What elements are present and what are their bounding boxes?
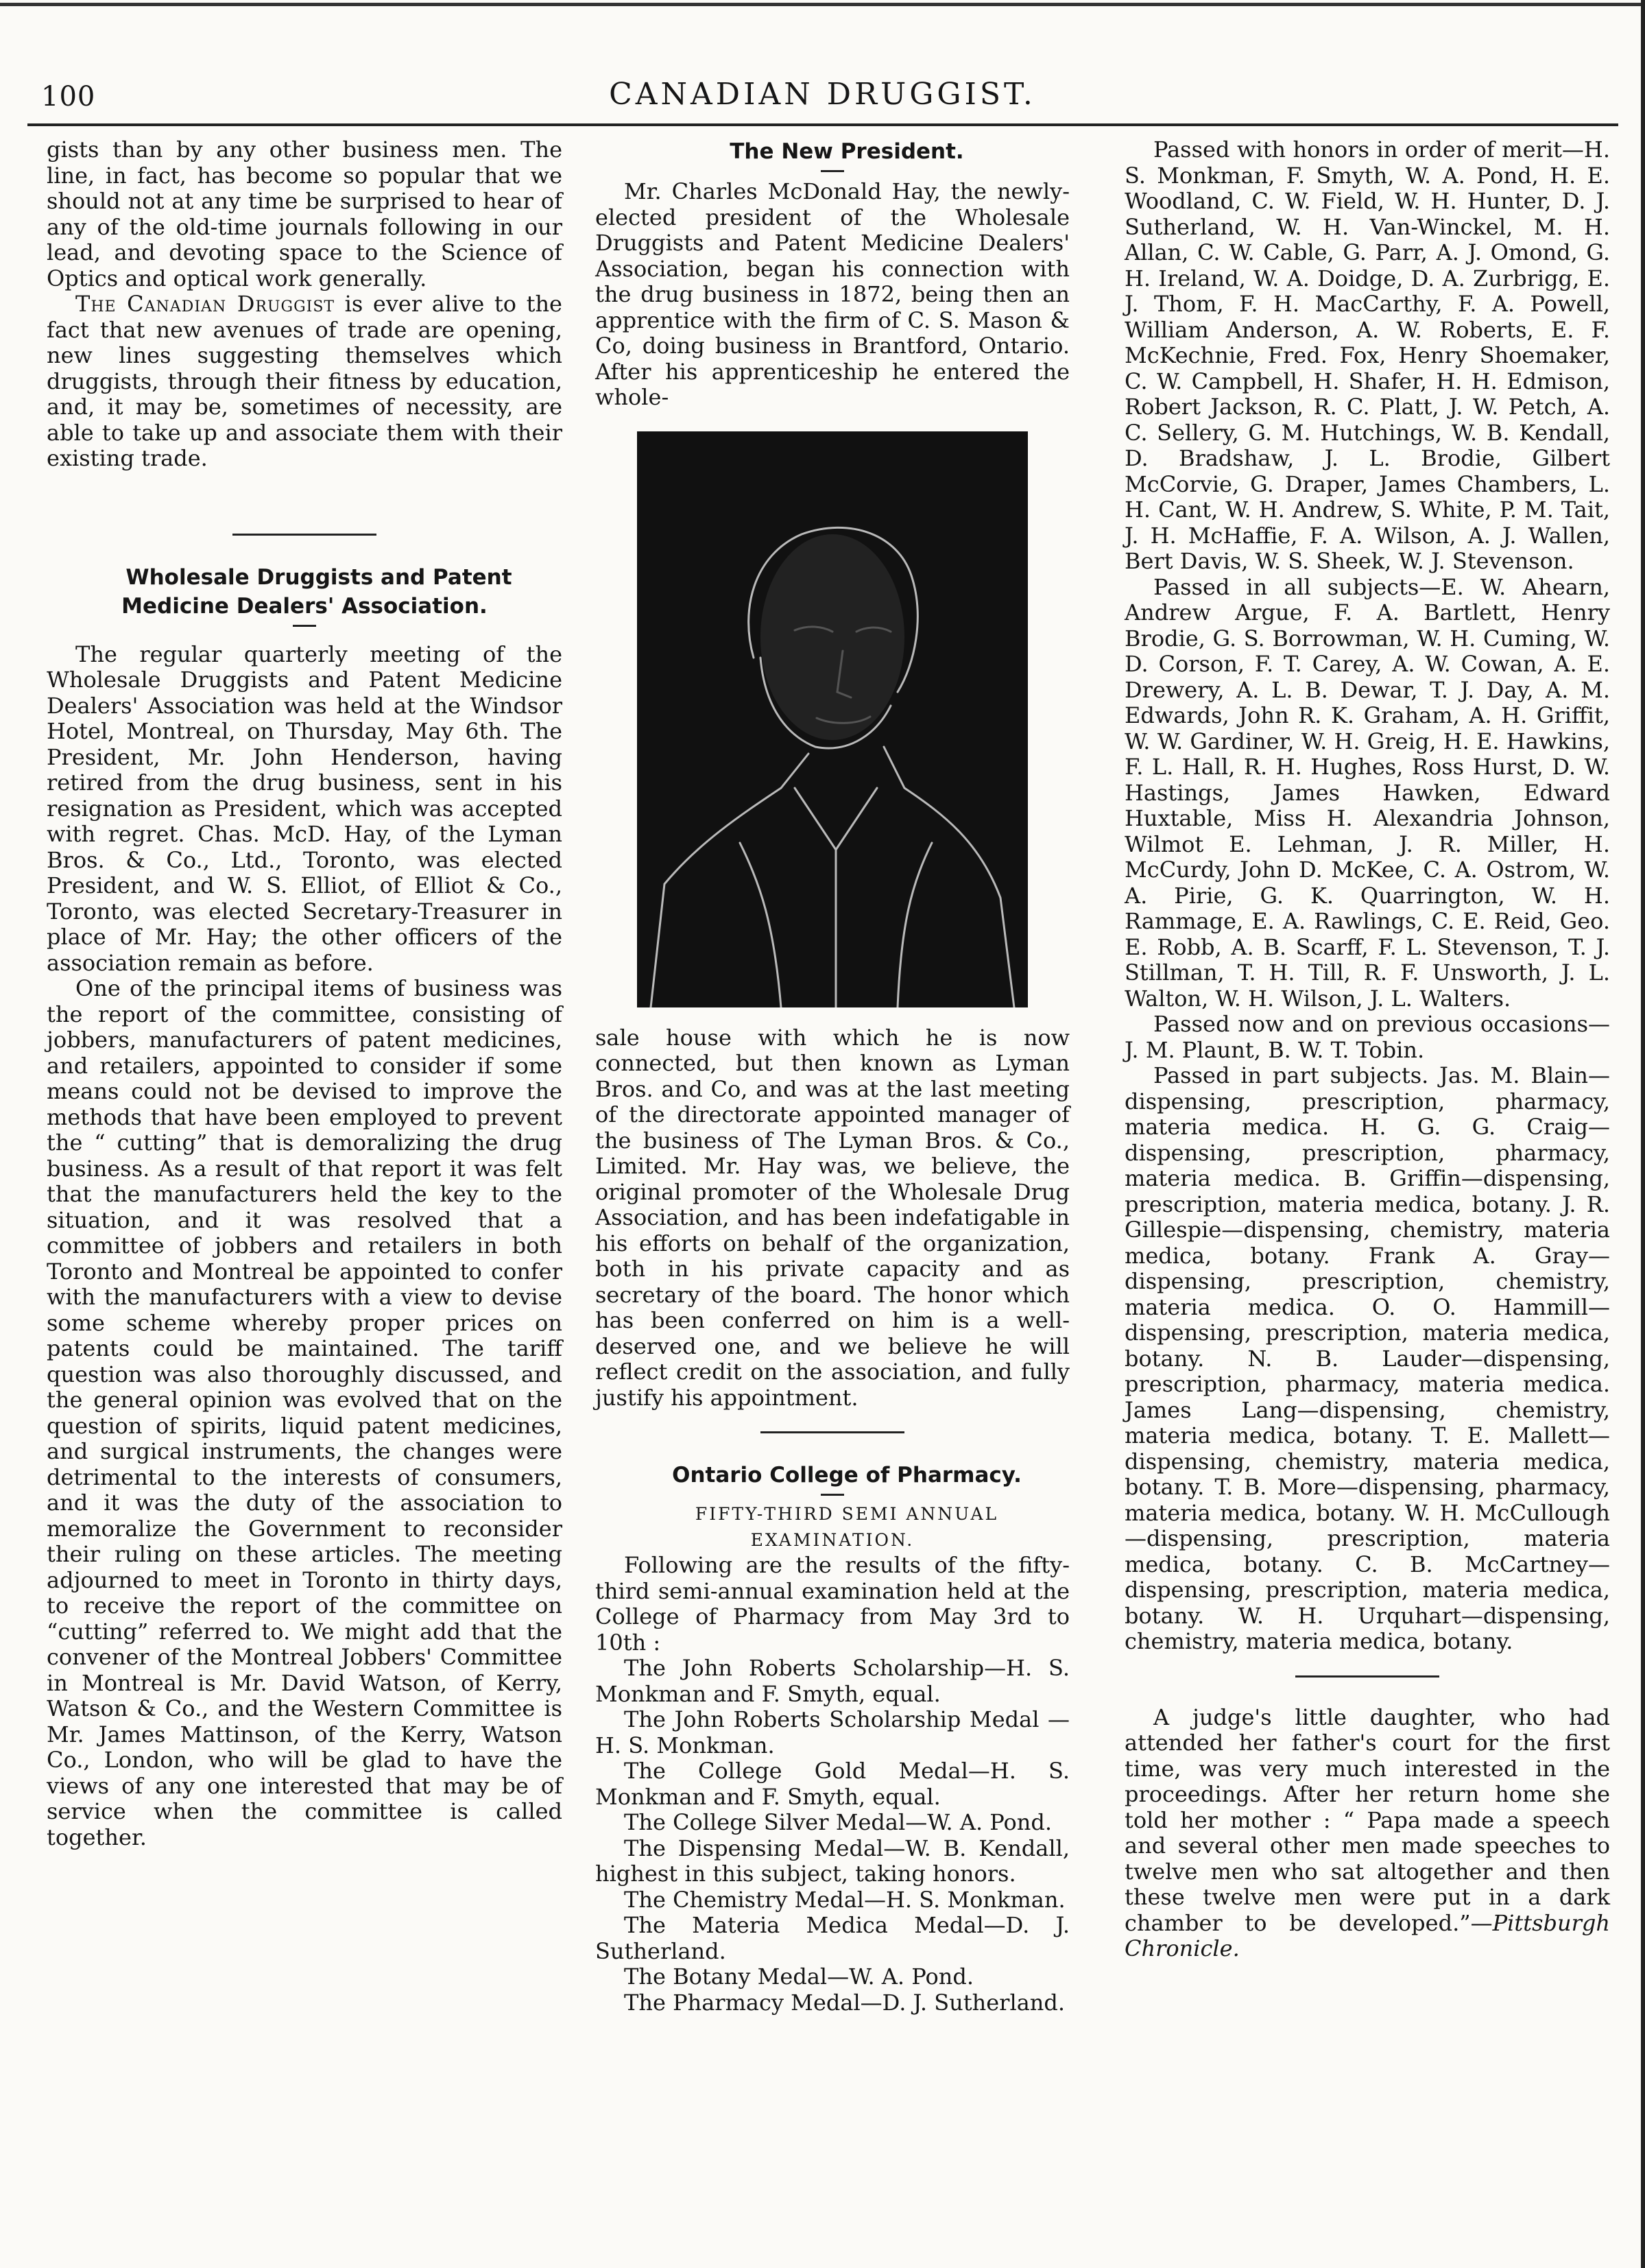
paragraph (47, 291, 562, 472)
anecdote-source: Pittsburgh Chronicle. (1125, 1909, 1610, 1961)
section-divider (760, 1431, 904, 1433)
section-subheading: FIFTY-THIRD SEMI ANNUAL EXAMINATION. (695, 1504, 999, 1550)
section-divider (1295, 1675, 1439, 1678)
paragraph: One of the principal items of business was the report of the committee, consisting of jobbers, manufacturers of patent medicines, and retailers, appointed to consider if some means could not be devised to improve the methods that have been employed to prevent the “ cutting” that is demoralizing the drug business. As a result of that report it was felt that the manufacturers held the key to the situation, and it was resolved that a committee of jobbers and retailers in both Toronto and Montreal be appointed to confer with the manufacturers with a view to devise some scheme whereby proper prices on patents could be maintained. The tariff question was also thoroughly discussed, and the general opinion was evolved that on the question of spirits, liquid patent medicines, and surgical instruments, the changes were detrimental to the interests of consumers, and it was the duty of the association to memoralize the Government to reconsider their ruling on these articles. The meeting adjourned to meet in Toronto in thirty days, to receive the report of the committee on “cutting” referred to. We might add that the convener of the Montreal Jobbers' Committee in Montreal is Mr. David Watson, of Kerry, Watson & Co., and the Western Committee is Mr. James Mattinson, of the Kerry, Watson Co., London, who will be glad to have the views of any one interested that may be of service when the committee is called together. (47, 975, 562, 1850)
journal-title: CANADIAN DRUGGIST. (609, 77, 1036, 112)
right-edge-rule (1641, 0, 1645, 2268)
paragraph: The regular quarterly meeting of the Wholesale Druggists and Patent Medicine Dealers' Association was held at the Windsor Hotel, Montreal, on Thursday, May 6th. The President, Mr. John Henderson, having retired from the drug business, sent in his resignation as President, which was accepted with regret. Chas. McD. Hay, of the Lyman Bros. & Co., Ltd., Toronto, was elected President, and W. S. Elliot, of Elliot & Co., Toronto, was elected Secretary-Treasurer in place of Mr. Hay; the other officers of the association remain as before. (47, 641, 562, 976)
column-3 (1125, 137, 1610, 1962)
page-number: 100 (41, 81, 96, 112)
award-line: The Chemistry Medal—H. S. Monkman. (624, 1886, 1066, 1913)
award-line: The John Roberts Scholarship—H. S. Monkman and F. Smyth, equal. (595, 1655, 1070, 1707)
column-1 (47, 137, 562, 1850)
award-line: The John Roberts Scholarship Medal —H. S. Monkman. (595, 1706, 1070, 1758)
award-line: The Pharmacy Medal—D. J. Sutherland. (624, 1989, 1066, 2016)
title-dash (293, 625, 316, 627)
award-line: The College Gold Medal—H. S. Monkman and F. Smyth, equal. (595, 1758, 1070, 1810)
header-rule (27, 123, 1618, 126)
award-line: The College Silver Medal—W. A. Pond. (624, 1809, 1053, 1835)
journal-name-smallcaps: The Canadian Druggist (75, 291, 335, 317)
award-line: The Botany Medal—W. A. Pond. (624, 1963, 974, 1990)
paragraph: Passed with honors in order of merit—H. S. Monkman, F. Smyth, W. A. Pond, H. E. Woodland, C. W. Field, W. H. Hunter, D. J. Sutherland, W. H. Van-Winckel, M. H. Allan, C. W. Cable, G. Parr, A. J. Omond, G. H. Ireland, W. A. Doidge, D. A. Zurbrigg, E. J. Thom, F. H. MacCarthy, F. A. Powell, William Anderson, A. W. Roberts, E. F. McKechnie, Fred. Fox, Henry Shoemaker, C. W. Campbell, H. Shafer, H. H. Edmison, Robert Jackson, R. C. Platt, J. W. Petch, A. C. Sellery, G. M. Hutchings, W. B. Kendall, D. Bradshaw, J. L. Brodie, Gilbert McCorvie, G. Draper, James Chambers, L. H. Cant, W. H. Andrew, S. White, P. M. Tait, J. H. McHaffie, F. A. Wilson, A. J. Wallen, Bert Davis, W. S. Sheek, W. J. Stevenson. (1125, 136, 1610, 574)
paragraph: gists than by any other business men. The line, in fact, has become so popular that we should not at any time be surprised to hear of any of the old-time journals following in our lead, and devoting space to the Science of Optics and optical work generally. (47, 136, 562, 291)
section-divider (232, 534, 376, 536)
paragraph: Following are the results of the fifty-third semi-annual examination held at the College of Pharmacy from May 3rd to 10th : (595, 1552, 1070, 1656)
paragraph: sale house with which he is now connected, but then known as Lyman Bros. and Co, and was at the last meeting of the directorate appointed manager of the business of The Lyman Bros. & Co., Limited. Mr. Hay was, we believe, the original promoter of the Wholesale Drug Association, and has been indefatigable in his efforts on behalf of the organization, both in his private capacity and as secretary of the board. The honor which has been conferred on him is a well-deserved one, and we believe he will reflect credit on the association, and fully justify his appointment. (595, 1024, 1070, 1411)
portrait-figure (637, 431, 1028, 1007)
section-title: Wholesale Druggists and Patent Medicine Dealers' Association. (121, 564, 512, 619)
paragraph: Mr. Charles McDonald Hay, the newly-elected president of the Wholesale Druggists and Patent Medicine Dealers' Association, began his connection with the drug business in 1872, being then an apprentice with the firm of C. S. Mason & Co, doing business in Brantford, Ontario. After his apprenticeship he entered the whole- (595, 178, 1070, 410)
section-title: The New President. (730, 139, 964, 164)
title-dash (821, 1494, 844, 1496)
award-line: The Materia Medica Medal—D. J. Sutherland. (595, 1912, 1070, 1964)
paragraph: Passed in all subjects—E. W. Ahearn, Andrew Argue, F. A. Bartlett, Henry Brodie, G. S. Borrowman, W. H. Cuming, W. D. Corson, F. T. Carey, A. W. Cowan, A. E. Drewery, A. L. B. Dewar, T. J. Day, A. M. Edwards, John R. K. Graham, A. H. Griffit, W. W. Gardiner, W. H. Greig, H. E. Hawkins, F. L. Hall, R. H. Hughes, Ross Hurst, D. W. Hastings, James Hawken, Edward Huxtable, Miss H. Alexandria Johnson, Wilmot E. Lehman, J. R. Miller, H. McCurdy, John D. McKee, C. A. Ostrom, W. A. Pirie, G. K. Quarrington, W. H. Rammage, E. A. Rawlings, C. E. Reid, Geo. E. Robb, A. B. Scarff, F. L. Stevenson, T. J. Stillman, T. H. Till, R. F. Unsworth, J. L. Walton, W. H. Wilson, J. L. Walters. (1125, 573, 1610, 1012)
paragraph-text: is ever alive to the fact that new avenues of trade are opening, new lines suggesting themselves which druggists, through their fitness by education, and, it may be, sometimes of necessity, are able to take up and associate them with their existing trade. (47, 291, 562, 471)
top-edge-rule (0, 3, 1645, 6)
award-line: The Dispensing Medal—W. B. Kendall, highest in this subject, taking honors. (595, 1835, 1070, 1887)
anecdote-text: A judge's little daughter, who had attended her father's court for the first time, was very much interested in the proceedings. After her return home she told her mother : “ Papa made a speech and several other men made speeches to twelve men who sat altogether and then these twelve men were put in a dark chamber to be developed.”— (1125, 1704, 1610, 1936)
paragraph: Passed in part subjects. Jas. M. Blain—dispensing, prescription, pharmacy, materia medica. H. G. G. Craig—dispensing, prescription, pharmacy, materia medica. B. Griffin—dispensing, prescription, materia medica, botany. J. R. Gillespie—dispensing, chemistry, materia medica, botany. Frank A. Gray—dispensing, prescription, chemistry, materia medica. O. O. Hammill—dispensing, prescription, materia medica, botany. N. B. Lauder—dispensing, prescription, pharmacy, materia medica. James Lang—dispensing, chemistry, materia medica, botany. T. E. Mallett—dispensing, chemistry, materia medica, botany. T. B. More—dispensing, pharmacy, materia medica, botany. W. H. McCullough—dispensing, prescription, materia medica, botany. C. B. McCartney—dispensing, prescription, materia medica, botany. W. H. Urquhart—dispensing, chemistry, materia medica, botany. (1125, 1062, 1610, 1654)
section-title: Ontario College of Pharmacy. (672, 1463, 1022, 1488)
paragraph (1125, 1705, 1610, 1962)
paragraph: Passed now and on previous occasions—J. M. Plaunt, B. W. T. Tobin. (1125, 1011, 1610, 1063)
portrait-photo (637, 431, 1028, 1007)
title-dash (821, 170, 844, 172)
column-2 (595, 137, 1070, 2016)
